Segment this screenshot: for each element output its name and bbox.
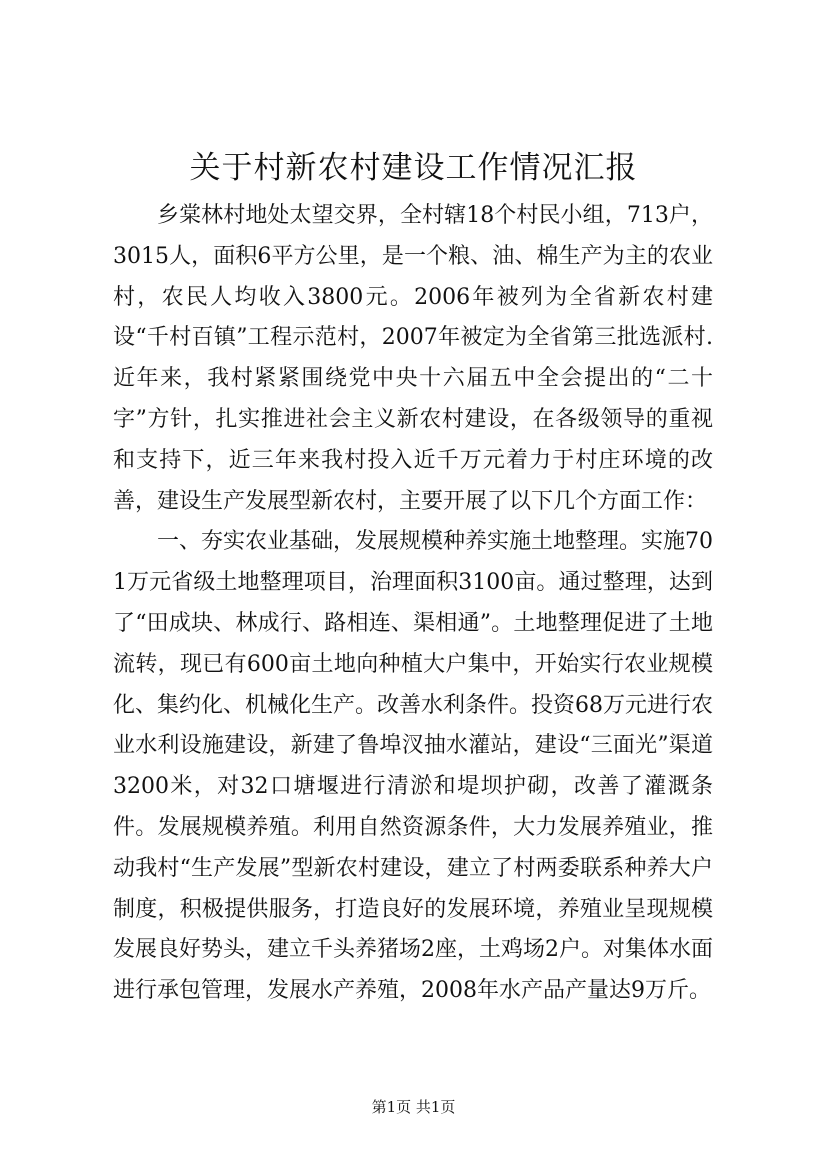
document-body xyxy=(113,196,713,1012)
page-footer: 第1页 共1页 xyxy=(371,1098,456,1116)
document-title: 关于村新农村建设工作情况汇报 xyxy=(189,150,638,186)
paragraph-agriculture: 一、夯实农业基础，发展规模种养实施土地整理。实施701万元省级土地整理项目，治理面积3100亩。通过整理，达到了“田成块、林成行、路相连、渠相通”。土地整理促进了土地流转，现已有600亩土地向种植大户集中，开始实行农业规模化、集约化、机械化生产。改善水利条件。投资68万元进行农业水利设施建设，新建了鲁埠汊抽水灌站，建设“三面光”渠道3200米，对32口塘堰进行清淤和堤坝护砌，改善了灌溉条件。发展规模养殖。利用自然资源条件，大力发展养殖业，推动我村“生产发展”型新农村建设，建立了村两委联系种养大户制度，积极提供服务，打造良好的发展环境，养殖业呈现规模发展良好势头，建立千头养猪场2座，土鸡场2户。对集体水面进行承包管理，发展水产养殖，2008年水产品产量达9万斤。 xyxy=(113,529,713,1004)
paragraph-intro: 乡棠林村地处太望交界，全村辖18个村民小组，713户，3015人，面积6平方公里，是一个粮、油、棉生产为主的农业村，农民人均收入3800元。2006年被列为全省新农村建设“千村百镇”工程示范村，2007年被定为全省第三批选派村.近年来，我村紧紧围绕党中央十六届五中全会提出的“二十字”方针，扎实推进社会主义新农村建设，在各级领导的重视和支持下，近三年来我村投入近千万元着力于村庄环境的改善，建设生产发展型新农村，主要开展了以下几个方面工作： xyxy=(113,203,713,514)
